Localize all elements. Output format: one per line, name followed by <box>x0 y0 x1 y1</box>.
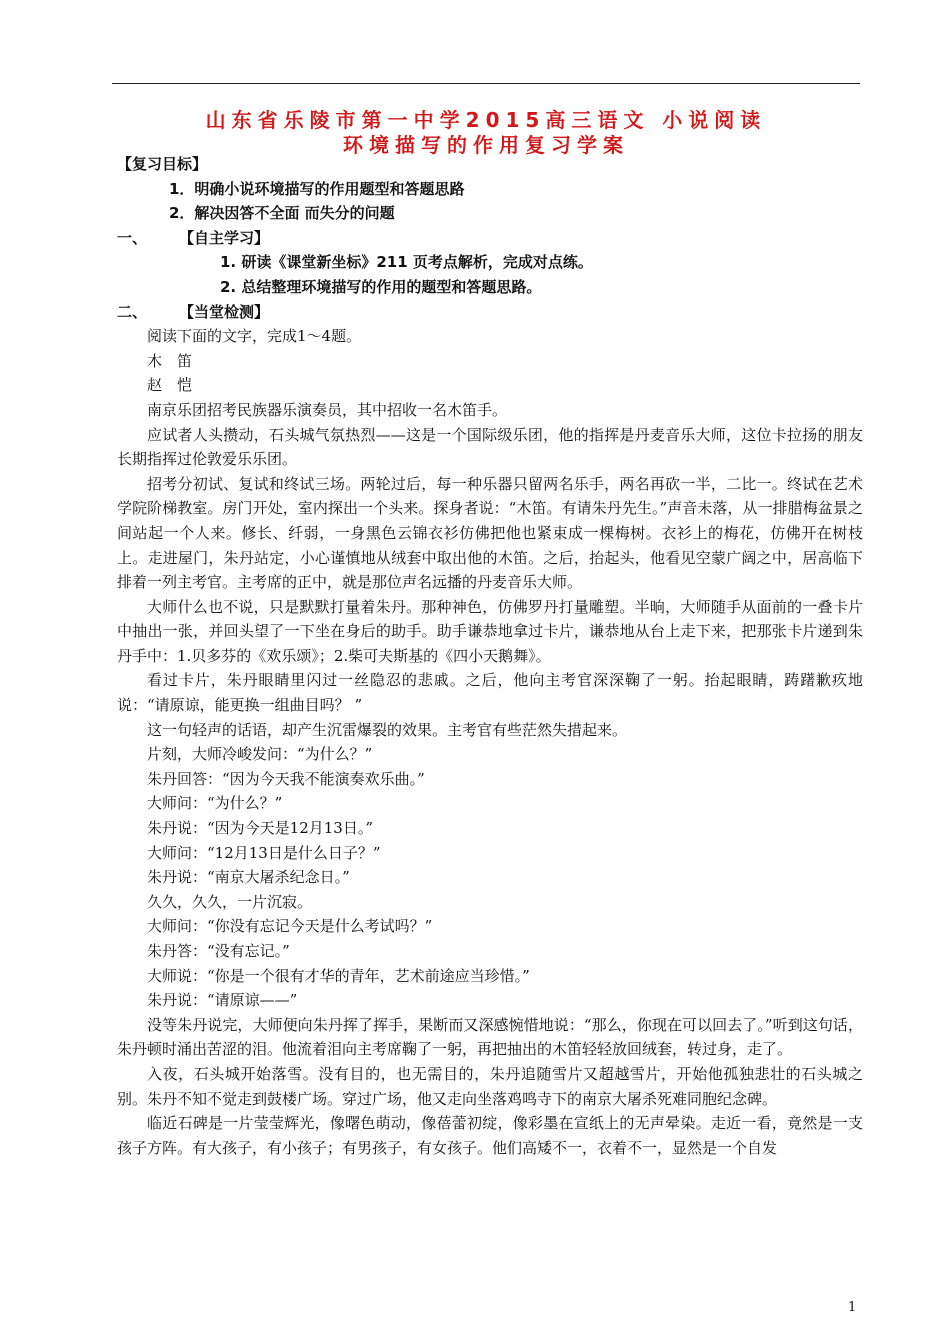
story-paragraph: 看过卡片，朱丹眼睛里闪过一丝隐忍的悲戚。之后，他向主考官深深鞠了一躬。抬起眼睛，踌躇歉疚地说：“请原谅，能更换一组曲目吗？ ” <box>117 671 863 715</box>
document-body <box>117 152 863 1160</box>
story-paragraph: 朱丹说：“因为今天是12月13日。” <box>147 819 374 838</box>
page-subtitle: 环境描写的作用复习学案 <box>343 133 629 157</box>
goal-item-1: 1．明确小说环境描写的作用题型和答题思路 <box>169 179 465 198</box>
self-study-heading-row <box>117 226 863 251</box>
story-paragraph: 朱丹说：“请原谅——” <box>147 991 298 1010</box>
check-heading: 【当堂检测】 <box>179 302 270 321</box>
goal-item-2: 2．解决因答不全面 而失分的问题 <box>169 204 395 223</box>
story-paragraph: 大师问：“为什么？” <box>147 794 283 813</box>
story-paragraph: 南京乐团招考民族器乐演奏员，其中招收一名木笛手。 <box>147 400 508 419</box>
story-paragraph: 大师说：“你是一个很有才华的青年，艺术前途应当珍惜。” <box>147 966 530 985</box>
self-study-item-1: 1. 研读《课堂新坐标》211 页考点解析，完成对点练。 <box>220 253 593 272</box>
header-rule <box>112 83 860 84</box>
check-heading-row <box>117 300 863 325</box>
page-number: 1 <box>848 1300 857 1315</box>
story-author: 赵 恺 <box>147 376 193 395</box>
story-paragraph: 大师问：“12月13日是什么日子？” <box>147 843 381 862</box>
story-paragraph: 大师什么也不说，只是默默打量着朱丹。那种神色，仿佛罗丹打量雕塑。半晌，大师随手从面前的一叠卡片中抽出一张，并回头望了一下坐在身后的助手。助手谦恭地拿过卡片，谦恭地从台上走下来，把那张卡片递到朱丹手中：1.贝多芬的《欢乐颂》；2.柴可夫斯基的《四小天鹅舞》。 <box>117 597 863 665</box>
page-title: 山东省乐陵市第一中学2015高三语文 小说阅读 <box>205 108 767 132</box>
self-study-item-2: 2. 总结整理环境描写的作用的题型和答题思路。 <box>220 277 542 296</box>
story-paragraph: 这一句轻声的话语，却产生沉雷爆裂的效果。主考官有些茫然失措起来。 <box>147 720 628 739</box>
story-paragraph: 大师问：“你没有忘记今天是什么考试吗？” <box>147 917 433 936</box>
story-paragraph: 朱丹答：“没有忘记。” <box>147 942 290 960</box>
story-paragraph: 片刻，大师冷峻发问：“为什么？” <box>147 745 373 764</box>
story-paragraph: 应试者人头攒动，石头城气氛热烈——这是一个国际级乐团，他的指挥是丹麦音乐大师，这位卡拉扬的朋友长期指挥过伦敦爱乐乐团。 <box>117 425 863 469</box>
section-number: 二、 <box>117 302 148 321</box>
reading-instruction: 阅读下面的文字，完成1～4题。 <box>147 327 362 346</box>
story-paragraph: 朱丹说：“南京大屠杀纪念日。” <box>147 868 350 887</box>
story-paragraph: 没等朱丹说完，大师便向朱丹挥了挥手，果断而又深感惋惜地说：“那么，你现在可以回去了。”听到这句话，朱丹顿时涌出苦涩的泪。他流着泪向主考席鞠了一躬，再把抽出的木笛轻轻放回绒套，转过身，走了。 <box>117 1015 863 1059</box>
story-paragraph: 朱丹回答：“因为今天我不能演奏欢乐曲。” <box>147 769 425 788</box>
story-paragraph: 临近石碑是一片莹莹辉光，像曙色萌动，像蓓蕾初绽，像彩墨在宣纸上的无声晕染。走近一看，竟然是一支孩子方阵。有大孩子，有小孩子；有男孩子，有女孩子。他们高矮不一，衣着不一，显然是一个自发 <box>117 1114 863 1157</box>
story-paragraph: 入夜，石头城开始落雪。没有目的，也无需目的，朱丹追随雪片又超越雪片，开始他孤独悲壮的石头城之别。朱丹不知不觉走到鼓楼广场。穿过广场，他又走向坐落鸡鸣寺下的南京大屠杀死难同胞纪念碑。 <box>117 1064 863 1108</box>
section-number: 一、 <box>117 228 148 247</box>
self-study-heading: 【自主学习】 <box>179 228 270 247</box>
story-title: 木 笛 <box>147 351 193 370</box>
goals-heading: 【复习目标】 <box>117 155 208 173</box>
story-paragraph: 招考分初试、复试和终试三场。两轮过后，每一种乐器只留两名乐手，两名再砍一半，二比一。终试在艺术学院阶梯教室。房门开处，室内探出一个头来。探身者说：“木笛。有请朱丹先生。”声音未落，从一排腊梅盆景之间站起一个人来。修长、纤弱，一身黑色云锦衣衫仿佛把他也紧束成一棵梅树。衣衫上的梅花，仿佛开在树枝上。走进屋门，朱丹站定，小心谨慎地从绒套中取出他的木笛。之后，抬起头，他看见空蒙广阔之中，居高临下排着一列主考官。主考席的正中，就是那位声名远播的丹麦音乐大师。 <box>117 474 863 592</box>
story-paragraph: 久久，久久，一片沉寂。 <box>147 892 313 911</box>
